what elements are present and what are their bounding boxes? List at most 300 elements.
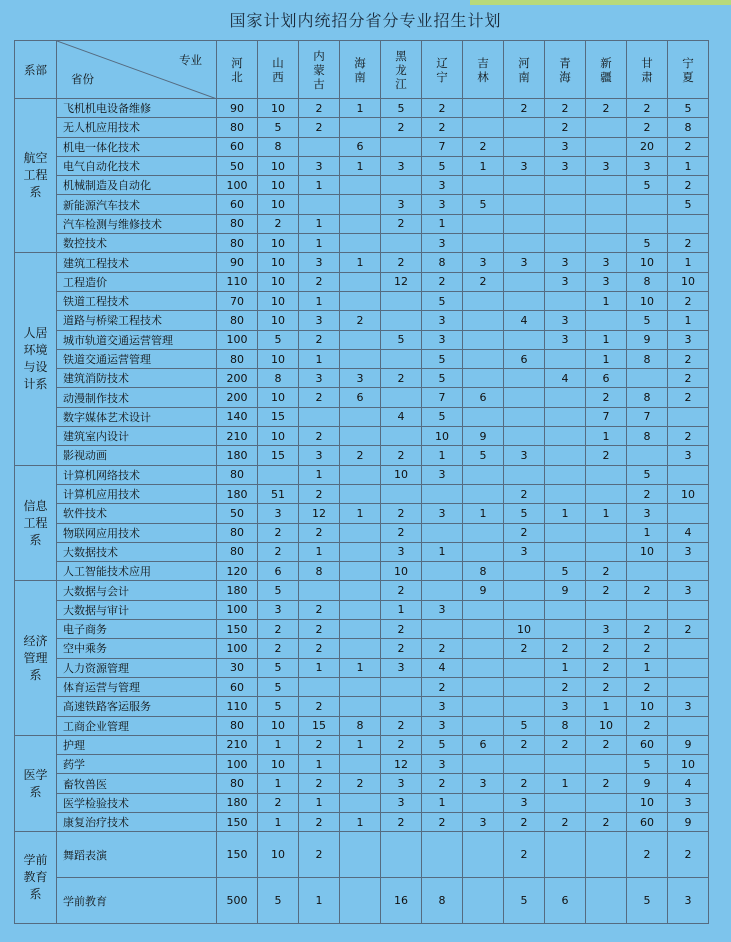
major-name: 铁道交通运营管理	[57, 349, 217, 368]
quota-cell: 10	[422, 427, 463, 446]
quota-cell: 3	[545, 137, 586, 156]
quota-cell: 5	[627, 311, 668, 330]
quota-cell: 6	[463, 735, 504, 754]
quota-cell: 2	[422, 774, 463, 793]
quota-cell: 5	[627, 878, 668, 924]
quota-cell	[627, 562, 668, 581]
quota-cell	[545, 832, 586, 878]
quota-cell	[504, 677, 545, 696]
quota-cell: 2	[668, 234, 709, 253]
quota-cell	[340, 878, 381, 924]
major-name: 计算机应用技术	[57, 484, 217, 503]
quota-cell: 10	[627, 697, 668, 716]
quota-cell: 3	[668, 697, 709, 716]
quota-cell: 2	[668, 427, 709, 446]
table-row	[15, 253, 709, 272]
quota-cell: 2	[668, 137, 709, 156]
quota-cell: 1	[586, 330, 627, 349]
quota-cell: 3	[545, 330, 586, 349]
header-province-5: 辽宁	[422, 41, 463, 99]
quota-cell: 3	[545, 272, 586, 291]
quota-cell	[299, 195, 340, 214]
table-row	[15, 311, 709, 330]
quota-cell: 1	[340, 99, 381, 118]
quota-cell: 4	[381, 407, 422, 426]
quota-cell: 2	[504, 639, 545, 658]
quota-cell: 10	[258, 253, 299, 272]
quota-cell: 2	[381, 369, 422, 388]
department-name: 航空工程系	[15, 99, 57, 253]
quota-cell: 6	[258, 562, 299, 581]
quota-cell	[463, 330, 504, 349]
quota-cell: 1	[299, 214, 340, 233]
quota-cell	[463, 234, 504, 253]
quota-cell	[586, 118, 627, 137]
quota-cell	[668, 214, 709, 233]
major-name: 人工智能技术应用	[57, 562, 217, 581]
header-dept: 系部	[15, 41, 57, 99]
quota-cell: 30	[217, 658, 258, 677]
quota-cell	[340, 291, 381, 310]
quota-cell	[463, 716, 504, 735]
quota-cell: 1	[668, 253, 709, 272]
quota-cell: 9	[668, 812, 709, 831]
quota-cell	[627, 214, 668, 233]
quota-cell	[340, 176, 381, 195]
quota-cell	[545, 234, 586, 253]
quota-cell: 10	[258, 272, 299, 291]
quota-cell: 2	[422, 677, 463, 696]
quota-cell: 1	[463, 156, 504, 175]
quota-cell: 2	[299, 620, 340, 639]
quota-cell: 2	[381, 253, 422, 272]
quota-cell: 5	[258, 697, 299, 716]
quota-cell: 5	[668, 195, 709, 214]
quota-cell: 2	[340, 311, 381, 330]
quota-cell	[504, 272, 545, 291]
quota-cell: 2	[668, 369, 709, 388]
quota-cell	[586, 600, 627, 619]
quota-cell	[627, 600, 668, 619]
quota-cell	[586, 484, 627, 503]
quota-cell: 10	[258, 349, 299, 368]
major-name: 飞机机电设备维修	[57, 99, 217, 118]
quota-cell	[586, 137, 627, 156]
quota-cell: 3	[504, 793, 545, 812]
quota-cell: 210	[217, 427, 258, 446]
quota-cell: 3	[668, 330, 709, 349]
quota-cell: 2	[299, 388, 340, 407]
quota-cell: 2	[586, 774, 627, 793]
quota-cell: 2	[381, 504, 422, 523]
table-row	[15, 195, 709, 214]
quota-cell: 1	[299, 755, 340, 774]
table-row	[15, 349, 709, 368]
quota-cell: 5	[463, 195, 504, 214]
quota-cell: 1	[299, 176, 340, 195]
quota-cell: 1	[340, 253, 381, 272]
header-province-0: 河北	[217, 41, 258, 99]
quota-cell: 180	[217, 793, 258, 812]
quota-cell: 100	[217, 600, 258, 619]
quota-cell	[463, 99, 504, 118]
quota-cell: 8	[340, 716, 381, 735]
quota-cell	[586, 176, 627, 195]
major-name: 数控技术	[57, 234, 217, 253]
quota-cell	[668, 639, 709, 658]
quota-cell	[586, 195, 627, 214]
quota-cell: 3	[504, 446, 545, 465]
quota-cell	[340, 427, 381, 446]
quota-cell: 5	[504, 878, 545, 924]
quota-cell	[340, 118, 381, 137]
quota-cell: 2	[504, 484, 545, 503]
quota-cell: 10	[258, 388, 299, 407]
quota-cell: 3	[258, 600, 299, 619]
quota-cell: 4	[504, 311, 545, 330]
quota-cell	[504, 465, 545, 484]
quota-cell: 2	[668, 176, 709, 195]
quota-cell: 80	[217, 465, 258, 484]
quota-cell: 2	[545, 118, 586, 137]
quota-cell	[668, 407, 709, 426]
quota-cell: 3	[422, 697, 463, 716]
quota-cell	[463, 755, 504, 774]
quota-cell: 5	[504, 504, 545, 523]
quota-cell: 2	[381, 446, 422, 465]
quota-cell	[381, 291, 422, 310]
quota-cell	[545, 349, 586, 368]
quota-cell	[463, 369, 504, 388]
quota-cell: 4	[668, 523, 709, 542]
quota-cell: 1	[668, 156, 709, 175]
quota-cell	[381, 388, 422, 407]
quota-cell: 1	[545, 774, 586, 793]
quota-cell: 90	[217, 99, 258, 118]
quota-cell: 2	[258, 523, 299, 542]
major-name: 康复治疗技术	[57, 812, 217, 831]
quota-cell: 2	[586, 446, 627, 465]
quota-cell	[504, 369, 545, 388]
major-name: 人力资源管理	[57, 658, 217, 677]
quota-cell: 2	[627, 832, 668, 878]
quota-cell	[340, 639, 381, 658]
major-name: 软件技术	[57, 504, 217, 523]
quota-cell: 1	[299, 878, 340, 924]
quota-cell: 3	[422, 330, 463, 349]
quota-cell: 6	[463, 388, 504, 407]
quota-cell: 8	[299, 562, 340, 581]
quota-cell: 1	[627, 523, 668, 542]
quota-cell: 1	[299, 349, 340, 368]
quota-cell: 1	[299, 793, 340, 812]
quota-cell: 3	[504, 253, 545, 272]
quota-cell: 2	[381, 639, 422, 658]
quota-cell	[545, 465, 586, 484]
quota-cell: 10	[258, 195, 299, 214]
quota-cell: 5	[381, 330, 422, 349]
quota-cell	[381, 427, 422, 446]
table-row	[15, 677, 709, 696]
quota-cell: 3	[422, 716, 463, 735]
major-name: 建筑工程技术	[57, 253, 217, 272]
major-name: 建筑消防技术	[57, 369, 217, 388]
quota-cell: 3	[258, 504, 299, 523]
major-name: 物联网应用技术	[57, 523, 217, 542]
quota-cell: 2	[586, 677, 627, 696]
quota-cell	[381, 349, 422, 368]
quota-cell	[381, 832, 422, 878]
table-row	[15, 658, 709, 677]
quota-cell: 2	[586, 658, 627, 677]
quota-cell: 1	[586, 427, 627, 446]
quota-cell: 1	[340, 504, 381, 523]
quota-cell	[340, 465, 381, 484]
quota-cell: 10	[258, 832, 299, 878]
department-name: 经济管理系	[15, 581, 57, 735]
quota-cell: 1	[422, 793, 463, 812]
quota-cell: 5	[504, 716, 545, 735]
quota-cell	[586, 793, 627, 812]
quota-cell: 2	[586, 99, 627, 118]
quota-cell: 1	[422, 542, 463, 561]
quota-cell: 1	[586, 349, 627, 368]
quota-cell: 9	[627, 330, 668, 349]
quota-cell: 4	[668, 774, 709, 793]
quota-cell: 2	[586, 639, 627, 658]
quota-cell: 2	[463, 137, 504, 156]
quota-cell: 210	[217, 735, 258, 754]
quota-cell: 2	[586, 581, 627, 600]
quota-cell: 3	[299, 253, 340, 272]
quota-cell: 3	[668, 581, 709, 600]
major-name: 药学	[57, 755, 217, 774]
quota-cell: 5	[258, 677, 299, 696]
major-name: 机械制造及自动化	[57, 176, 217, 195]
quota-cell: 2	[258, 639, 299, 658]
quota-cell: 15	[258, 446, 299, 465]
quota-cell: 3	[545, 253, 586, 272]
quota-cell	[340, 195, 381, 214]
quota-cell: 5	[627, 465, 668, 484]
table-row	[15, 697, 709, 716]
quota-cell	[504, 755, 545, 774]
diagonal-line	[57, 41, 217, 99]
quota-cell: 200	[217, 369, 258, 388]
quota-cell: 8	[258, 137, 299, 156]
quota-cell	[627, 195, 668, 214]
table-row	[15, 388, 709, 407]
quota-cell	[463, 523, 504, 542]
quota-cell: 2	[668, 291, 709, 310]
quota-cell: 3	[381, 542, 422, 561]
enrollment-plan-table	[14, 40, 709, 924]
quota-cell: 3	[381, 774, 422, 793]
quota-cell: 2	[299, 600, 340, 619]
quota-cell: 90	[217, 253, 258, 272]
major-name: 数字媒体艺术设计	[57, 407, 217, 426]
major-name: 新能源汽车技术	[57, 195, 217, 214]
quota-cell: 8	[627, 388, 668, 407]
quota-cell: 10	[668, 484, 709, 503]
quota-cell	[586, 832, 627, 878]
quota-cell: 5	[463, 446, 504, 465]
quota-cell: 80	[217, 349, 258, 368]
quota-cell: 10	[258, 234, 299, 253]
quota-cell: 2	[299, 735, 340, 754]
quota-cell: 1	[340, 156, 381, 175]
quota-cell	[504, 176, 545, 195]
quota-cell: 5	[545, 562, 586, 581]
quota-cell: 1	[258, 774, 299, 793]
quota-cell: 2	[381, 581, 422, 600]
department-name: 学前教育系	[15, 832, 57, 924]
quota-cell: 2	[504, 812, 545, 831]
quota-cell	[668, 562, 709, 581]
quota-cell: 20	[627, 137, 668, 156]
quota-cell: 2	[381, 812, 422, 831]
quota-cell: 3	[463, 812, 504, 831]
quota-cell	[381, 677, 422, 696]
quota-cell	[545, 755, 586, 774]
quota-cell: 9	[463, 427, 504, 446]
quota-cell: 10	[258, 427, 299, 446]
quota-cell: 12	[299, 504, 340, 523]
quota-cell: 5	[258, 878, 299, 924]
quota-cell: 10	[504, 620, 545, 639]
quota-cell: 3	[422, 465, 463, 484]
quota-cell: 1	[258, 735, 299, 754]
quota-cell	[668, 658, 709, 677]
quota-cell: 5	[258, 118, 299, 137]
major-name: 大数据技术	[57, 542, 217, 561]
page-title: 国家计划内统招分省分专业招生计划	[229, 11, 502, 30]
quota-cell: 10	[258, 99, 299, 118]
quota-cell: 80	[217, 542, 258, 561]
quota-cell: 2	[422, 639, 463, 658]
quota-cell	[586, 311, 627, 330]
table-row	[15, 581, 709, 600]
quota-cell: 2	[299, 427, 340, 446]
quota-cell	[504, 118, 545, 137]
quota-cell: 9	[627, 774, 668, 793]
quota-cell: 6	[504, 349, 545, 368]
quota-cell	[504, 330, 545, 349]
quota-cell: 1	[299, 234, 340, 253]
quota-cell	[299, 407, 340, 426]
quota-cell: 80	[217, 716, 258, 735]
major-name: 高速铁路客运服务	[57, 697, 217, 716]
quota-cell	[545, 793, 586, 812]
quota-cell: 2	[381, 716, 422, 735]
quota-cell	[545, 291, 586, 310]
quota-cell: 80	[217, 774, 258, 793]
major-name: 城市轨道交通运营管理	[57, 330, 217, 349]
quota-cell	[545, 195, 586, 214]
quota-cell	[463, 176, 504, 195]
quota-cell: 3	[422, 755, 463, 774]
quota-cell: 8	[545, 716, 586, 735]
quota-cell	[463, 542, 504, 561]
quota-cell	[504, 137, 545, 156]
quota-cell: 2	[586, 735, 627, 754]
quota-cell: 2	[299, 272, 340, 291]
header-province-7: 河南	[504, 41, 545, 99]
quota-cell	[422, 581, 463, 600]
quota-cell	[381, 137, 422, 156]
header-diagonal-cell	[57, 41, 217, 99]
quota-cell	[381, 311, 422, 330]
quota-cell: 3	[299, 311, 340, 330]
quota-cell	[340, 407, 381, 426]
quota-cell: 2	[545, 99, 586, 118]
quota-cell: 2	[668, 349, 709, 368]
major-name: 汽车检测与维修技术	[57, 214, 217, 233]
quota-cell: 180	[217, 446, 258, 465]
quota-cell	[463, 118, 504, 137]
quota-cell: 8	[627, 427, 668, 446]
quota-cell: 2	[299, 523, 340, 542]
quota-cell: 2	[381, 620, 422, 639]
quota-cell	[463, 484, 504, 503]
quota-cell: 5	[627, 176, 668, 195]
quota-cell: 1	[422, 446, 463, 465]
quota-cell	[668, 716, 709, 735]
quota-cell	[463, 349, 504, 368]
table-row	[15, 176, 709, 195]
quota-cell	[504, 697, 545, 716]
table-row	[15, 774, 709, 793]
quota-cell	[463, 214, 504, 233]
quota-cell: 1	[299, 658, 340, 677]
quota-cell: 1	[299, 465, 340, 484]
quota-cell: 12	[381, 755, 422, 774]
quota-cell: 2	[299, 812, 340, 831]
major-name: 电子商务	[57, 620, 217, 639]
header-province-3: 海南	[340, 41, 381, 99]
quota-cell: 5	[422, 291, 463, 310]
table-row	[15, 234, 709, 253]
quota-cell: 1	[422, 214, 463, 233]
quota-cell: 10	[627, 253, 668, 272]
quota-cell	[463, 639, 504, 658]
quota-cell: 70	[217, 291, 258, 310]
quota-cell: 15	[258, 407, 299, 426]
table-row	[15, 214, 709, 233]
quota-cell: 8	[422, 253, 463, 272]
quota-cell: 110	[217, 272, 258, 291]
quota-cell: 3	[422, 600, 463, 619]
major-name: 无人机应用技术	[57, 118, 217, 137]
quota-cell: 100	[217, 330, 258, 349]
quota-cell: 3	[545, 697, 586, 716]
quota-cell	[668, 600, 709, 619]
quota-cell	[545, 407, 586, 426]
quota-cell	[340, 234, 381, 253]
table-row	[15, 272, 709, 291]
table-row	[15, 600, 709, 619]
quota-cell: 3	[381, 793, 422, 812]
quota-cell	[668, 504, 709, 523]
quota-cell: 3	[668, 793, 709, 812]
quota-cell	[504, 581, 545, 600]
quota-cell: 80	[217, 214, 258, 233]
quota-cell	[627, 446, 668, 465]
major-name: 大数据与审计	[57, 600, 217, 619]
major-name: 影视动画	[57, 446, 217, 465]
quota-cell	[504, 388, 545, 407]
quota-cell	[504, 195, 545, 214]
